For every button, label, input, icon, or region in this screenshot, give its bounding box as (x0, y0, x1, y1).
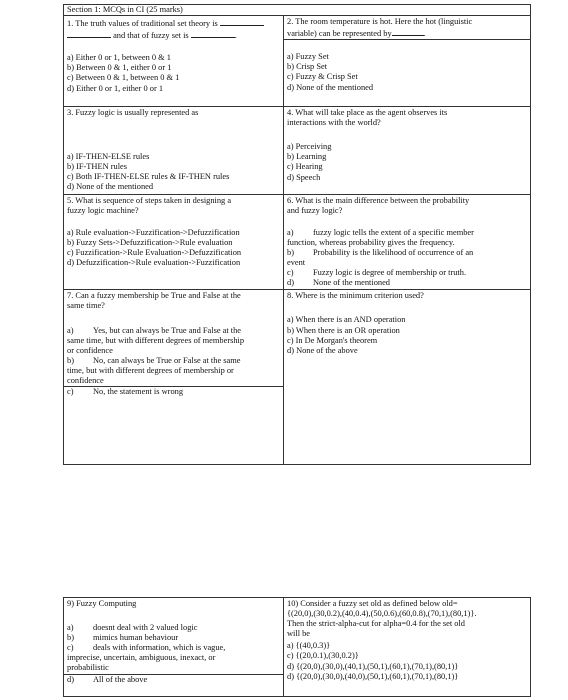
question-8-option-c: c) In De Morgan's theorem (287, 335, 378, 345)
question-9-option-c-line-2: imprecise, uncertain, ambiguous, inexact, or (67, 653, 216, 663)
question-8 (284, 290, 531, 465)
question-7-option-b-line-1: b) No, can always be True or False at the same (67, 355, 241, 365)
question-row-7-8 (64, 290, 531, 465)
answer-blank (220, 17, 264, 26)
section-title-row (64, 5, 531, 16)
question-1-option-a: a) Either 0 or 1, between 0 & 1 (67, 53, 171, 63)
mcq-table-continued (63, 597, 531, 697)
question-8-option-a: a) When there is an AND operation (287, 315, 406, 325)
question-4-option-b: b) Learning (287, 152, 327, 162)
question-5-option-c: c) Fuzzification->Rule Evaluation->Defuzzification (67, 247, 242, 257)
question-7-option-a-line-1: a) Yes, but can always be True and False at the (67, 325, 242, 335)
question-7 (64, 290, 284, 465)
question-6 (284, 194, 531, 290)
question-3-option-b: b) IF-THEN rules (67, 162, 128, 172)
question-5-option-d: d) Defuzzification->Rule evaluation->Fuzzification (67, 258, 241, 268)
question-6-option-d: d) None of the mentioned (287, 278, 390, 288)
question-9-stem: 9) Fuzzy Computing (67, 599, 137, 608)
question-4-stem-a: 4. What will take place as the agent observes its (287, 108, 448, 118)
question-2-stem-a: 2. The room temperature is hot. Here the hot (linguistic (287, 17, 473, 27)
question-7-option-b-line-2: time, but with different degrees of membership or (67, 365, 234, 375)
question-4-option-c: c) Hearing (287, 162, 323, 172)
question-5-stem-a: 5. What is sequence of steps taken in designing a (67, 195, 232, 205)
question-7-stem-a: 7. Can a fuzzy membership be True and False at the (67, 291, 241, 301)
question-10 (284, 598, 531, 697)
question-6-stem-b: and fuzzy logic? (287, 205, 343, 215)
question-9-option-c-line-1: c) deals with information, which is vague, (67, 643, 226, 653)
question-5-option-b: b) Fuzzy Sets->Defuzzification->Rule evaluation (67, 237, 233, 247)
mcq-table-section-1 (63, 4, 531, 465)
question-1-option-d: d) Either 0 or 1, either 0 or 1 (67, 83, 164, 93)
question-row-3-4 (64, 107, 531, 194)
question-6-option-c: c) Fuzzy logic is degree of membership or truth. (287, 268, 467, 278)
question-6-option-b-line-1: b) Probability is the likelihood of occurrence of an (287, 247, 474, 257)
question-7-option-a-line-2: same time, but with different degrees of membership (67, 335, 245, 345)
question-1 (64, 16, 284, 107)
question-7-option-b-line-3: confidence (67, 375, 104, 385)
question-10-option-d-2: d) {(20,0),(30,0),(40,0),(50,1),(60,1),(70,1),(80,1)} (287, 671, 459, 681)
question-1-stem-b: and that of fuzzy set is . (67, 29, 280, 41)
question-6-option-a-line-1: a) fuzzy logic tells the extent of a specific member (287, 227, 474, 237)
question-8-option-d: d) None of the above (287, 345, 358, 355)
question-6-option-b-line-2: event (287, 258, 306, 268)
answer-blank (67, 29, 111, 38)
question-9-option-a: a) doesnt deal with 2 valued logic (67, 623, 198, 633)
question-5-stem-b: fuzzy logic machine? (67, 205, 139, 215)
question-3-option-c: c) Both IF-THEN-ELSE rules & IF-THEN rules (67, 172, 230, 182)
question-10-stem-b: Then the strict-alpha-cut for alpha=0.4 for the set old (287, 619, 465, 629)
question-2-option-d: d) None of the mentioned (287, 82, 374, 92)
question-2-stem-b: variable) can be represented by . (287, 29, 426, 39)
question-2-option-b: b) Crisp Set (287, 62, 328, 72)
question-5-option-a: a) Rule evaluation->Fuzzification->Defuzzification (67, 227, 240, 237)
question-1-stem-a: 1. The truth values of traditional set theory is (67, 17, 280, 29)
question-1-option-c: c) Between 0 & 1, between 0 & 1 (67, 73, 180, 83)
question-6-stem-a: 6. What is the main difference between the probability (287, 195, 470, 205)
question-4-option-d: d) Speech (287, 172, 321, 182)
question-6-option-a-line-2: function, whereas probability gives the frequency. (287, 237, 455, 247)
question-10-option-d-1: d) {(20,0),(30,0),(40,1),(50,1),(60,1),(70,1),(80,1)} (287, 661, 459, 671)
question-4-stem-b: interactions with the world? (287, 118, 381, 128)
question-10-stem-set: {(20,0),(30,0.2),(40,0.4),(50,0.6),(60,0.8),(70,1),(80,1)}. (287, 609, 477, 619)
question-9-option-b: b) mimics human behaviour (67, 633, 179, 643)
section-title: Section 1: MCQs in CI (25 marks) (67, 5, 183, 14)
question-10-option-c: c) {(20,0.1),(30,0.2)} (287, 651, 359, 661)
question-7-stem-b: same time? (67, 301, 105, 311)
question-2-option-a: a) Fuzzy Set (287, 52, 329, 62)
question-5 (64, 194, 284, 290)
question-9-option-c-line-3: probabilistic (67, 663, 109, 673)
question-7-option-a-line-3: or confidence (67, 345, 113, 355)
question-10-option-a: a) {(40,0.3)} (287, 641, 331, 651)
question-2 (284, 16, 531, 107)
question-9-option-d: d) All of the above (64, 674, 283, 685)
question-8-option-b: b) When there is an OR operation (287, 325, 400, 335)
question-1-option-b: b) Between 0 & 1, either 0 or 1 (67, 63, 172, 73)
question-10-stem-a: 10) Consider a fuzzy set old as defined below old= (287, 599, 458, 608)
question-3 (64, 107, 284, 194)
question-2-option-c: c) Fuzzy & Crisp Set (287, 72, 358, 82)
question-7-option-c: c) No, the statement is wrong (64, 386, 283, 397)
question-9 (64, 598, 284, 697)
answer-blank (191, 29, 235, 38)
question-3-option-a: a) IF-THEN-ELSE rules (67, 152, 150, 162)
question-10-stem-c: will be (287, 629, 311, 639)
question-row-1-2 (64, 16, 531, 107)
answer-blank (392, 27, 424, 36)
question-4 (284, 107, 531, 194)
question-8-stem: 8. Where is the minimum criterion used? (287, 291, 424, 301)
question-3-stem: 3. Fuzzy logic is usually represented as (67, 108, 199, 118)
question-4-option-a: a) Perceiving (287, 142, 332, 152)
question-row-9-10 (64, 598, 531, 697)
question-row-5-6 (64, 194, 531, 290)
question-3-option-d: d) None of the mentioned (67, 182, 154, 192)
